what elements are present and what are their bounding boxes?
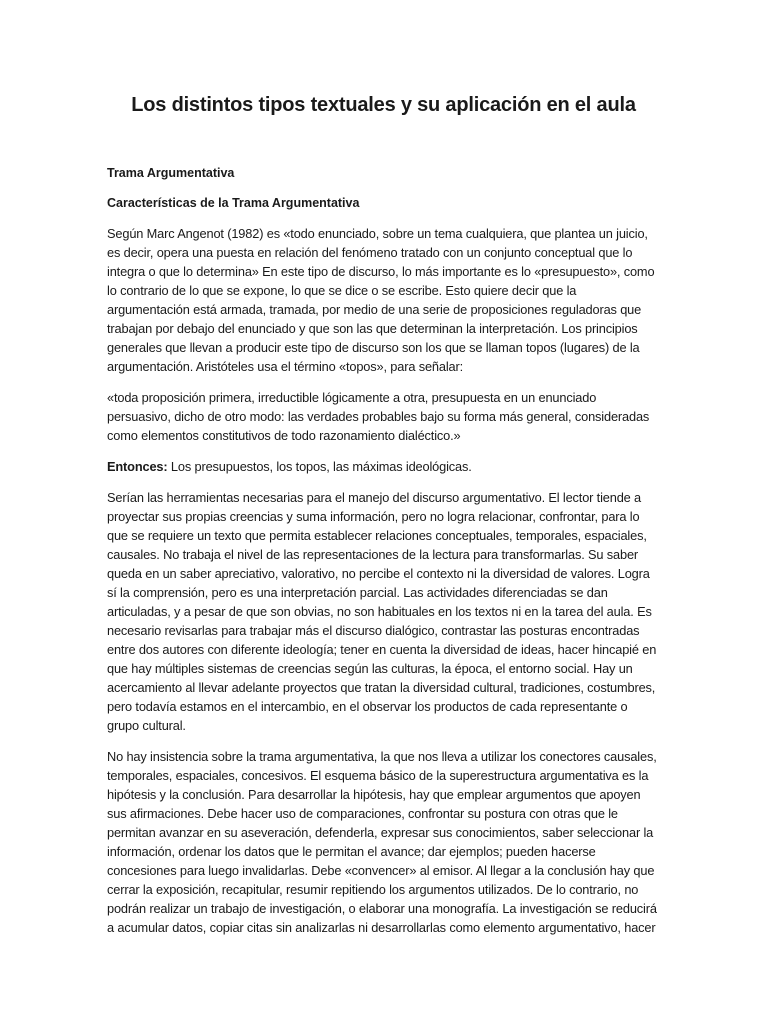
paragraph-topos-quote: «toda proposición primera, irreductible lógicamente a otra, presupuesta en un enunciado persuasivo, dicho de otro modo: las verdades probables bajo su forma más general, consideradas como elementos constitutivos de todo razonamiento dialéctico.» [107, 390, 650, 443]
paragraph-insistencia: No hay insistencia sobre la trama argumentativa, la que nos lleva a utilizar los conectores causales, temporales, espaciales, concesivos. El esquema básico de la superestructura argumentativa es la hipótesis y la conclusión. Para desarrollar la hipótesis, hay que emplear argumentos que apoyen sus afirmaciones. Debe hacer uso de comparaciones, confrontar su postura con otras que le permitan avanzar en su aseveración, defenderla, expresar sus conocimientos, saber seleccionar la información, ordenar los datos que le permitan el avance; dar ejemplos; pueden hacerse concesiones para luego invalidarlas. Debe «convencer» al emisor. Al llegar a la conclusión hay que cerrar la exposición, recapitular, resumir repitiendo los argumentos utilizados. De lo contrario, no podrán realizar un trabajo de investigación, o elaborar una monografía. La investigación se reducirá a acumular datos, copiar citas sin analizarlas ni desarrollarlas como elemento argumentativo, hacer [107, 749, 657, 935]
paragraph-herramientas: Serían las herramientas necesarias para el manejo del discurso argumentativo. El lector tiende a proyectar sus propias creencias y suma información, pero no logra relacionar, confrontar, para lo que se requiere un texto que permita establecer relaciones conceptuales, temporales, espaciales, causales. No trabaja el nivel de las representaciones de la lectura para transformarlas. Su saber queda en un saber apreciativo, valorativo, no percibe el contexto ni la diversidad de valores. Logra sí la comprensión, pero es una interpretación parcial. Las actividades diferenciadas se dan articuladas, y a pesar de que son obvias, no son habituales en los textos ni en la tarea del aula. Es necesario revisarlas para trabajar más el discurso dialógico, contrastar las posturas encontradas entre dos autores con diferente ideología; tener en cuenta la diversidad de ideas, hacer hincapié en que hay múltiples sistemas de creencias según las culturas, la época, el entorno social. Hay un acercamiento al llevar adelante proyectos que tratan la diversidad cultural, tradiciones, costumbres, pero todavía estamos en el intercambio, en el observar los productos de cada representante o grupo cultural. [107, 490, 657, 733]
document-title: Los distintos tipos textuales y su aplicación en el aula [131, 94, 636, 116]
paragraph-entonces [107, 457, 660, 476]
paragraph-entonces-text: Los presupuestos, los topos, las máximas ideológicas. [167, 459, 472, 474]
section-heading: Trama Argumentativa [107, 166, 235, 180]
subsection-heading: Características de la Trama Argumentativa [107, 196, 360, 210]
paragraph-angenot-definition: Según Marc Angenot (1982) es «todo enunciado, sobre un tema cualquiera, que plantea un juicio, es decir, opera una puesta en relación del fenómeno tratado con un conjunto conceptual que lo integra o que lo determina» En este tipo de discurso, lo más importante es lo «presupuesto», como lo contrario de lo que se expone, lo que se dice o se escribe. Esto quiere decir que la argumentación está armada, tramada, por medio de una serie de proposiciones reguladoras que trabajan por debajo del enunciado y que son las que determinan la interpretación. Los principios generales que llevan a producir este tipo de discurso son los que se llaman topos (lugares) de la argumentación. Aristóteles usa el término «topos», para señalar: [107, 226, 655, 374]
paragraph-entonces-lead: Entonces: [107, 459, 168, 474]
